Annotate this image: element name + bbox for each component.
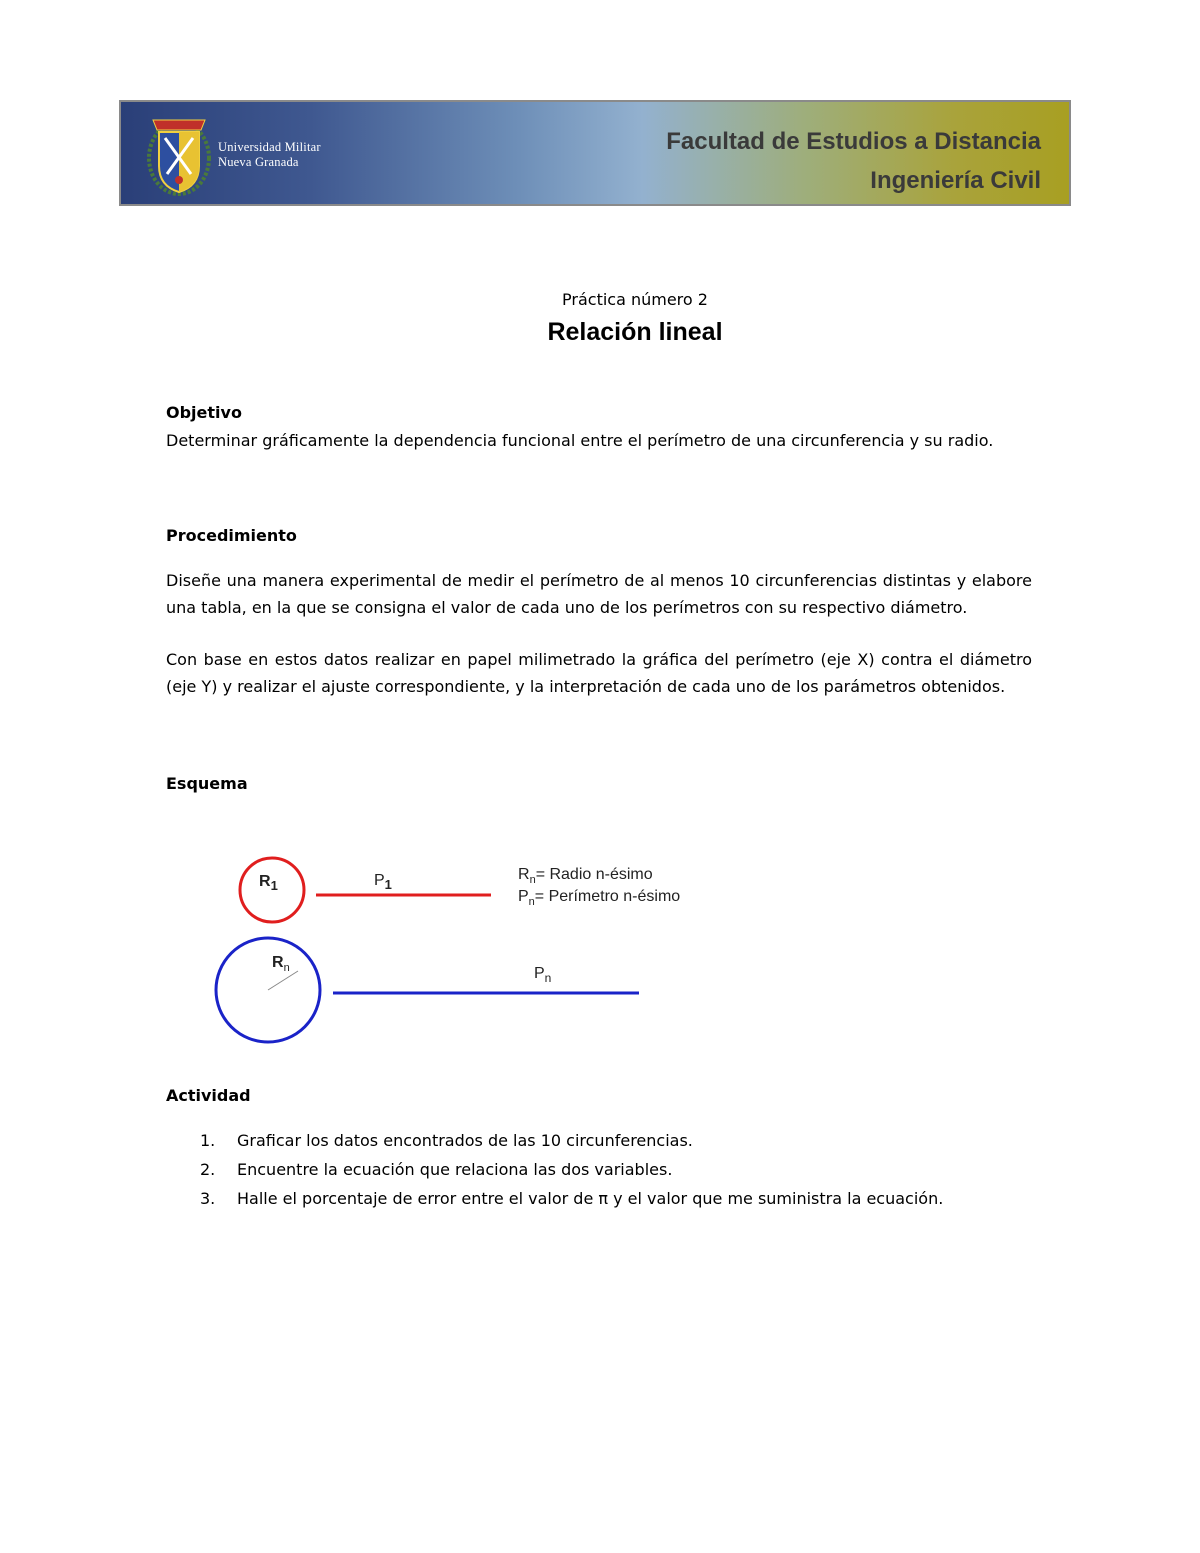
procedure-paragraph-1: Diseñe una manera experimental de medir el perímetro de al menos 10 circunferencias distintas y elabore una tabla, en la que se consigna el valor de cada uno de los perímetros con su respectivo diámetro. <box>166 571 1032 617</box>
list-item <box>196 1155 1056 1184</box>
faculty-name: Facultad de Estudios a Distancia <box>666 128 1041 155</box>
list-item-number: 3. <box>200 1189 216 1208</box>
list-item-number: 1. <box>200 1131 216 1150</box>
large-circle-radius-label: $R_n$ <box>272 954 290 974</box>
university-name-line2: Nueva Granada <box>218 155 299 169</box>
list-item-text: Halle el porcentaje de error entre el valor de π y el valor que me suministra la ecuación. <box>237 1189 944 1208</box>
university-crest-icon <box>143 108 215 200</box>
university-name <box>218 140 321 170</box>
scheme-heading: Esquema <box>166 774 248 793</box>
small-circle-radius-label: $R_1$ <box>259 873 278 893</box>
list-item-text: Graficar los datos encontrados de las 10 circunferencias. <box>237 1131 693 1150</box>
practice-number: Práctica número 2 <box>562 290 708 309</box>
diagram-legend <box>518 866 680 908</box>
small-perimeter-label: $P_1$ <box>374 872 392 892</box>
legend-perimeter: $P_n=$ Perímetro n-ésimo <box>518 888 681 908</box>
objective-text: Determinar gráficamente la dependencia funcional entre el perímetro de una circunferencia y su radio. <box>166 431 994 450</box>
list-item <box>196 1184 1056 1213</box>
legend-radius: $R_n=$ Radio n-ésimo <box>518 866 653 886</box>
large-perimeter-label: $P_n$ <box>534 965 552 985</box>
banner-title <box>666 122 1041 200</box>
program-name: Ingeniería Civil <box>870 167 1041 194</box>
scheme-diagram <box>200 840 740 1055</box>
procedure-heading: Procedimiento <box>166 526 297 545</box>
activity-heading: Actividad <box>166 1086 251 1105</box>
header-banner <box>119 100 1071 206</box>
page-title: Relación lineal <box>547 318 723 346</box>
procedure-paragraph-2: Con base en estos datos realizar en papel milimetrado la gráfica del perímetro (eje X) contra el diámetro (eje Y) y realizar el ajuste correspondiente, y la interpretación de cada uno de los parámetros obtenidos. <box>166 650 1032 696</box>
large-circle-group <box>216 938 639 1042</box>
small-circle-group <box>240 858 491 922</box>
objective-heading: Objetivo <box>166 403 242 422</box>
list-item <box>196 1126 1056 1155</box>
activity-list <box>196 1126 1056 1213</box>
list-item-text: Encuentre la ecuación que relaciona las dos variables. <box>237 1160 673 1179</box>
university-name-line1: Universidad Militar <box>218 140 321 154</box>
list-item-number: 2. <box>200 1160 216 1179</box>
